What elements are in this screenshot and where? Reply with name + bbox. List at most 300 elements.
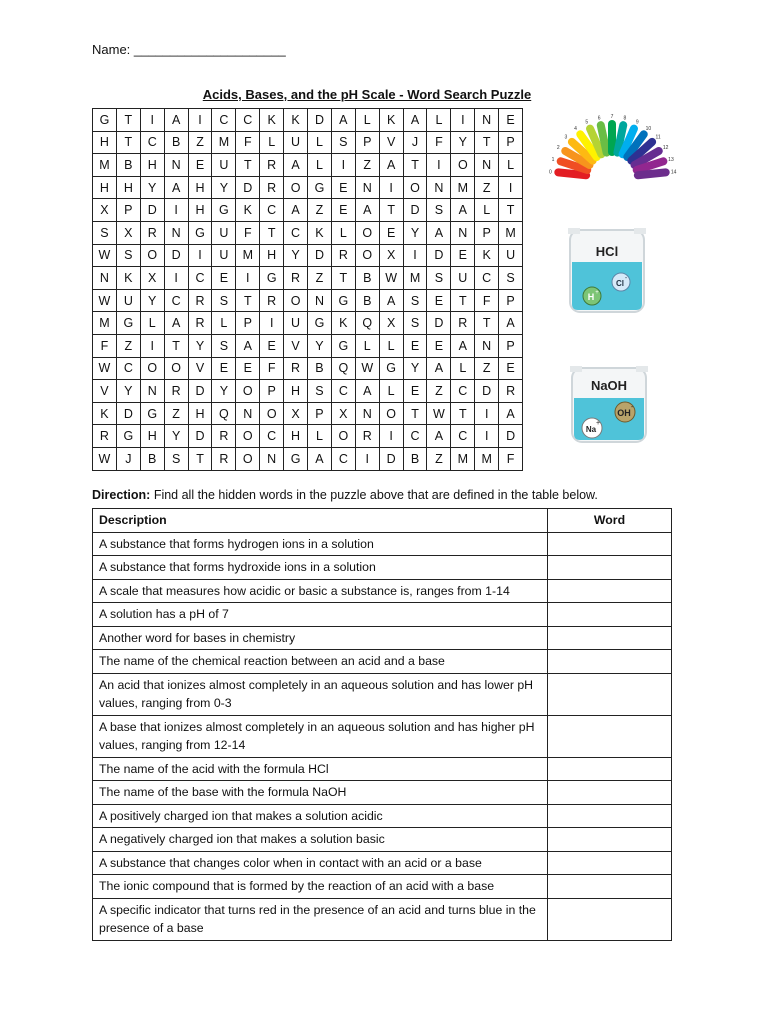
grid-cell[interactable]: Q <box>355 312 379 335</box>
grid-cell[interactable]: D <box>403 199 427 222</box>
grid-cell[interactable]: E <box>379 221 403 244</box>
grid-cell[interactable]: E <box>451 244 475 267</box>
grid-cell[interactable]: O <box>379 402 403 425</box>
grid-cell[interactable]: A <box>379 289 403 312</box>
grid-cell[interactable]: T <box>236 289 260 312</box>
grid-cell[interactable]: I <box>355 447 379 470</box>
grid-cell[interactable]: R <box>164 380 188 403</box>
grid-cell[interactable]: O <box>164 357 188 380</box>
grid-cell[interactable]: L <box>355 334 379 357</box>
grid-cell[interactable]: L <box>499 154 523 177</box>
grid-cell[interactable]: M <box>403 267 427 290</box>
word-answer-cell[interactable] <box>548 875 672 899</box>
grid-cell[interactable]: N <box>164 154 188 177</box>
grid-cell[interactable]: C <box>236 109 260 132</box>
grid-cell[interactable]: X <box>140 267 164 290</box>
grid-cell[interactable]: E <box>260 334 284 357</box>
grid-cell[interactable]: A <box>499 312 523 335</box>
grid-cell[interactable]: L <box>475 199 499 222</box>
word-answer-cell[interactable] <box>548 650 672 674</box>
grid-cell[interactable]: O <box>284 289 308 312</box>
grid-cell[interactable]: R <box>212 425 236 448</box>
grid-cell[interactable]: O <box>403 176 427 199</box>
grid-cell[interactable]: M <box>475 447 499 470</box>
grid-cell[interactable]: I <box>427 154 451 177</box>
word-answer-cell[interactable] <box>548 804 672 828</box>
grid-cell[interactable]: A <box>284 199 308 222</box>
grid-cell[interactable]: Y <box>403 221 427 244</box>
grid-cell[interactable]: H <box>284 425 308 448</box>
grid-cell[interactable]: H <box>188 402 212 425</box>
grid-cell[interactable]: R <box>284 267 308 290</box>
grid-cell[interactable]: E <box>188 154 212 177</box>
grid-cell[interactable]: N <box>140 380 164 403</box>
grid-cell[interactable]: M <box>212 131 236 154</box>
grid-cell[interactable]: X <box>379 244 403 267</box>
grid-cell[interactable]: E <box>236 357 260 380</box>
grid-cell[interactable]: A <box>355 199 379 222</box>
grid-cell[interactable]: R <box>260 289 284 312</box>
grid-cell[interactable]: A <box>164 109 188 132</box>
grid-cell[interactable]: L <box>355 109 379 132</box>
grid-cell[interactable]: Y <box>140 289 164 312</box>
grid-cell[interactable]: N <box>308 289 332 312</box>
grid-cell[interactable]: F <box>499 447 523 470</box>
grid-cell[interactable]: A <box>427 357 451 380</box>
grid-cell[interactable]: P <box>475 221 499 244</box>
grid-cell[interactable]: B <box>308 357 332 380</box>
grid-cell[interactable]: X <box>284 402 308 425</box>
grid-cell[interactable]: L <box>379 334 403 357</box>
grid-cell[interactable]: S <box>164 447 188 470</box>
grid-cell[interactable]: O <box>331 425 355 448</box>
grid-cell[interactable]: B <box>403 447 427 470</box>
grid-cell[interactable]: H <box>116 176 140 199</box>
grid-cell[interactable]: D <box>427 312 451 335</box>
grid-cell[interactable]: N <box>93 267 117 290</box>
word-answer-cell[interactable] <box>548 715 672 757</box>
grid-cell[interactable]: U <box>499 244 523 267</box>
grid-cell[interactable]: L <box>308 154 332 177</box>
grid-cell[interactable]: S <box>116 244 140 267</box>
grid-cell[interactable]: C <box>284 221 308 244</box>
grid-cell[interactable]: U <box>212 221 236 244</box>
grid-cell[interactable]: H <box>93 176 117 199</box>
grid-cell[interactable]: Y <box>188 334 212 357</box>
grid-cell[interactable]: S <box>427 199 451 222</box>
word-answer-cell[interactable] <box>548 556 672 580</box>
grid-cell[interactable]: R <box>188 289 212 312</box>
grid-cell[interactable]: F <box>236 131 260 154</box>
grid-cell[interactable]: P <box>116 199 140 222</box>
grid-cell[interactable]: O <box>451 154 475 177</box>
grid-cell[interactable]: I <box>260 312 284 335</box>
grid-cell[interactable]: M <box>451 447 475 470</box>
grid-cell[interactable]: Y <box>212 176 236 199</box>
grid-cell[interactable]: Z <box>164 402 188 425</box>
grid-cell[interactable]: R <box>188 312 212 335</box>
grid-cell[interactable]: N <box>451 221 475 244</box>
grid-cell[interactable]: Z <box>355 154 379 177</box>
grid-cell[interactable]: A <box>164 176 188 199</box>
grid-cell[interactable]: L <box>331 221 355 244</box>
grid-cell[interactable]: P <box>308 402 332 425</box>
grid-cell[interactable]: Q <box>212 402 236 425</box>
grid-cell[interactable]: E <box>403 380 427 403</box>
grid-cell[interactable]: D <box>427 244 451 267</box>
grid-cell[interactable]: W <box>93 447 117 470</box>
word-answer-cell[interactable] <box>548 757 672 781</box>
grid-cell[interactable]: A <box>451 199 475 222</box>
grid-cell[interactable]: Z <box>427 380 451 403</box>
grid-cell[interactable]: H <box>284 380 308 403</box>
grid-cell[interactable]: U <box>212 154 236 177</box>
grid-cell[interactable]: O <box>236 425 260 448</box>
grid-cell[interactable]: G <box>93 109 117 132</box>
grid-cell[interactable]: D <box>236 176 260 199</box>
grid-cell[interactable]: Y <box>308 334 332 357</box>
grid-cell[interactable]: C <box>140 131 164 154</box>
grid-cell[interactable]: R <box>355 425 379 448</box>
grid-cell[interactable]: W <box>379 267 403 290</box>
grid-cell[interactable]: K <box>260 109 284 132</box>
grid-cell[interactable]: N <box>355 402 379 425</box>
grid-cell[interactable]: U <box>212 244 236 267</box>
grid-cell[interactable]: T <box>379 199 403 222</box>
grid-cell[interactable]: Z <box>475 176 499 199</box>
grid-cell[interactable]: V <box>379 131 403 154</box>
grid-cell[interactable]: W <box>355 357 379 380</box>
grid-cell[interactable]: D <box>475 380 499 403</box>
grid-cell[interactable]: S <box>403 289 427 312</box>
grid-cell[interactable]: C <box>451 380 475 403</box>
grid-cell[interactable]: Z <box>427 447 451 470</box>
grid-cell[interactable]: P <box>236 312 260 335</box>
grid-cell[interactable]: I <box>140 109 164 132</box>
grid-cell[interactable]: B <box>140 447 164 470</box>
grid-cell[interactable]: I <box>140 334 164 357</box>
word-answer-cell[interactable] <box>548 603 672 627</box>
grid-cell[interactable]: K <box>308 221 332 244</box>
grid-cell[interactable]: O <box>140 244 164 267</box>
word-answer-cell[interactable] <box>548 673 672 715</box>
grid-cell[interactable]: C <box>188 267 212 290</box>
grid-cell[interactable]: W <box>93 244 117 267</box>
grid-cell[interactable]: H <box>260 244 284 267</box>
grid-cell[interactable]: G <box>260 267 284 290</box>
grid-cell[interactable]: Y <box>140 176 164 199</box>
grid-cell[interactable]: A <box>451 334 475 357</box>
grid-cell[interactable]: D <box>188 380 212 403</box>
grid-cell[interactable]: D <box>499 425 523 448</box>
grid-cell[interactable]: A <box>427 221 451 244</box>
grid-cell[interactable]: E <box>499 357 523 380</box>
grid-cell[interactable]: E <box>212 267 236 290</box>
grid-cell[interactable]: I <box>379 425 403 448</box>
grid-cell[interactable]: C <box>116 357 140 380</box>
word-answer-cell[interactable] <box>548 828 672 852</box>
grid-cell[interactable]: G <box>308 312 332 335</box>
grid-cell[interactable]: N <box>236 402 260 425</box>
grid-cell[interactable]: L <box>427 109 451 132</box>
grid-cell[interactable]: T <box>116 131 140 154</box>
grid-cell[interactable]: E <box>427 334 451 357</box>
grid-cell[interactable]: K <box>379 109 403 132</box>
grid-cell[interactable]: E <box>403 334 427 357</box>
grid-cell[interactable]: G <box>308 176 332 199</box>
grid-cell[interactable]: N <box>475 109 499 132</box>
grid-cell[interactable]: Y <box>212 380 236 403</box>
grid-cell[interactable]: A <box>284 154 308 177</box>
grid-cell[interactable]: D <box>164 244 188 267</box>
grid-cell[interactable]: H <box>93 131 117 154</box>
grid-cell[interactable]: P <box>355 131 379 154</box>
grid-cell[interactable]: T <box>451 402 475 425</box>
grid-cell[interactable]: N <box>475 334 499 357</box>
grid-cell[interactable]: E <box>331 199 355 222</box>
grid-cell[interactable]: W <box>427 402 451 425</box>
grid-cell[interactable]: O <box>140 357 164 380</box>
grid-cell[interactable]: B <box>355 289 379 312</box>
grid-cell[interactable]: C <box>451 425 475 448</box>
grid-cell[interactable]: D <box>188 425 212 448</box>
grid-cell[interactable]: M <box>93 312 117 335</box>
grid-cell[interactable]: L <box>212 312 236 335</box>
grid-cell[interactable]: T <box>475 131 499 154</box>
grid-cell[interactable]: X <box>93 199 117 222</box>
grid-cell[interactable]: N <box>475 154 499 177</box>
grid-cell[interactable]: J <box>116 447 140 470</box>
grid-cell[interactable]: F <box>475 289 499 312</box>
grid-cell[interactable]: A <box>236 334 260 357</box>
grid-cell[interactable]: I <box>379 176 403 199</box>
grid-cell[interactable]: O <box>260 402 284 425</box>
grid-cell[interactable]: Z <box>308 267 332 290</box>
grid-cell[interactable]: K <box>475 244 499 267</box>
grid-cell[interactable]: G <box>284 447 308 470</box>
grid-cell[interactable]: L <box>379 380 403 403</box>
word-answer-cell[interactable] <box>548 851 672 875</box>
grid-cell[interactable]: I <box>188 244 212 267</box>
grid-cell[interactable]: Q <box>331 357 355 380</box>
grid-cell[interactable]: D <box>308 244 332 267</box>
grid-cell[interactable]: L <box>451 357 475 380</box>
grid-cell[interactable]: T <box>116 109 140 132</box>
grid-cell[interactable]: H <box>188 199 212 222</box>
grid-cell[interactable]: K <box>93 402 117 425</box>
grid-cell[interactable]: S <box>93 221 117 244</box>
grid-cell[interactable]: S <box>212 334 236 357</box>
grid-cell[interactable]: Z <box>308 199 332 222</box>
grid-cell[interactable]: E <box>331 176 355 199</box>
grid-cell[interactable]: I <box>164 267 188 290</box>
grid-cell[interactable]: L <box>140 312 164 335</box>
grid-cell[interactable]: T <box>260 221 284 244</box>
grid-cell[interactable]: U <box>451 267 475 290</box>
grid-cell[interactable]: O <box>236 380 260 403</box>
grid-cell[interactable]: I <box>451 109 475 132</box>
grid-cell[interactable]: S <box>212 289 236 312</box>
grid-cell[interactable]: S <box>427 267 451 290</box>
grid-cell[interactable]: V <box>93 380 117 403</box>
grid-cell[interactable]: G <box>140 402 164 425</box>
grid-cell[interactable]: A <box>355 380 379 403</box>
grid-cell[interactable]: T <box>451 289 475 312</box>
grid-cell[interactable]: E <box>212 357 236 380</box>
grid-cell[interactable]: F <box>236 221 260 244</box>
grid-cell[interactable]: R <box>140 221 164 244</box>
grid-cell[interactable]: R <box>499 380 523 403</box>
grid-cell[interactable]: A <box>379 154 403 177</box>
grid-cell[interactable]: Y <box>116 380 140 403</box>
grid-cell[interactable]: B <box>164 131 188 154</box>
grid-cell[interactable]: K <box>284 109 308 132</box>
grid-cell[interactable]: V <box>188 357 212 380</box>
grid-cell[interactable]: Y <box>284 244 308 267</box>
grid-cell[interactable]: M <box>93 154 117 177</box>
grid-cell[interactable]: L <box>260 131 284 154</box>
grid-cell[interactable]: B <box>355 267 379 290</box>
grid-cell[interactable]: C <box>212 109 236 132</box>
grid-cell[interactable]: D <box>140 199 164 222</box>
grid-cell[interactable]: C <box>475 267 499 290</box>
grid-cell[interactable]: R <box>260 154 284 177</box>
grid-cell[interactable]: S <box>308 380 332 403</box>
grid-cell[interactable]: R <box>212 447 236 470</box>
grid-cell[interactable]: F <box>260 357 284 380</box>
grid-cell[interactable]: A <box>499 402 523 425</box>
grid-cell[interactable]: Z <box>188 131 212 154</box>
grid-cell[interactable]: G <box>331 289 355 312</box>
grid-cell[interactable]: D <box>308 109 332 132</box>
grid-cell[interactable]: Z <box>116 334 140 357</box>
grid-cell[interactable]: G <box>116 425 140 448</box>
grid-cell[interactable]: R <box>260 176 284 199</box>
grid-cell[interactable]: R <box>284 357 308 380</box>
grid-cell[interactable]: V <box>284 334 308 357</box>
grid-cell[interactable]: J <box>403 131 427 154</box>
grid-cell[interactable]: C <box>403 425 427 448</box>
grid-cell[interactable]: I <box>164 199 188 222</box>
grid-cell[interactable]: E <box>499 109 523 132</box>
grid-cell[interactable]: A <box>403 109 427 132</box>
grid-cell[interactable]: Y <box>403 357 427 380</box>
grid-cell[interactable]: U <box>284 131 308 154</box>
grid-cell[interactable]: G <box>116 312 140 335</box>
grid-cell[interactable]: K <box>331 312 355 335</box>
grid-cell[interactable]: K <box>236 199 260 222</box>
word-answer-cell[interactable] <box>548 781 672 805</box>
grid-cell[interactable]: D <box>379 447 403 470</box>
grid-cell[interactable]: B <box>116 154 140 177</box>
grid-cell[interactable]: C <box>260 425 284 448</box>
grid-cell[interactable]: A <box>331 109 355 132</box>
grid-cell[interactable]: R <box>331 244 355 267</box>
grid-cell[interactable]: M <box>451 176 475 199</box>
grid-cell[interactable]: C <box>164 289 188 312</box>
grid-cell[interactable]: N <box>164 221 188 244</box>
grid-cell[interactable]: T <box>499 199 523 222</box>
grid-cell[interactable]: I <box>499 176 523 199</box>
grid-cell[interactable]: I <box>331 154 355 177</box>
grid-cell[interactable]: K <box>116 267 140 290</box>
grid-cell[interactable]: P <box>499 131 523 154</box>
grid-cell[interactable]: O <box>236 447 260 470</box>
grid-cell[interactable]: F <box>427 131 451 154</box>
grid-cell[interactable]: H <box>188 176 212 199</box>
word-answer-cell[interactable] <box>548 898 672 940</box>
grid-cell[interactable]: T <box>403 402 427 425</box>
grid-cell[interactable]: G <box>379 357 403 380</box>
grid-cell[interactable]: X <box>331 402 355 425</box>
grid-cell[interactable]: C <box>260 199 284 222</box>
grid-cell[interactable]: T <box>188 447 212 470</box>
grid-cell[interactable]: G <box>331 334 355 357</box>
grid-cell[interactable]: D <box>116 402 140 425</box>
grid-cell[interactable]: A <box>427 425 451 448</box>
grid-cell[interactable]: W <box>93 357 117 380</box>
grid-cell[interactable]: C <box>331 380 355 403</box>
grid-cell[interactable]: Y <box>451 131 475 154</box>
grid-cell[interactable]: O <box>355 244 379 267</box>
grid-cell[interactable]: R <box>93 425 117 448</box>
grid-cell[interactable]: F <box>93 334 117 357</box>
grid-cell[interactable]: U <box>116 289 140 312</box>
grid-cell[interactable]: I <box>475 402 499 425</box>
grid-cell[interactable]: A <box>308 447 332 470</box>
grid-cell[interactable]: P <box>499 334 523 357</box>
grid-cell[interactable]: S <box>331 131 355 154</box>
grid-cell[interactable]: U <box>284 312 308 335</box>
grid-cell[interactable]: M <box>499 221 523 244</box>
grid-cell[interactable]: I <box>188 109 212 132</box>
grid-cell[interactable]: G <box>212 199 236 222</box>
grid-cell[interactable]: T <box>403 154 427 177</box>
grid-cell[interactable]: G <box>188 221 212 244</box>
grid-cell[interactable]: S <box>403 312 427 335</box>
grid-cell[interactable]: I <box>403 244 427 267</box>
grid-cell[interactable]: X <box>379 312 403 335</box>
grid-cell[interactable]: A <box>164 312 188 335</box>
grid-cell[interactable]: H <box>140 425 164 448</box>
grid-cell[interactable]: I <box>475 425 499 448</box>
grid-cell[interactable]: I <box>236 267 260 290</box>
grid-cell[interactable]: O <box>355 221 379 244</box>
grid-cell[interactable]: R <box>451 312 475 335</box>
grid-cell[interactable]: O <box>284 176 308 199</box>
grid-cell[interactable]: P <box>260 380 284 403</box>
grid-cell[interactable]: Y <box>164 425 188 448</box>
grid-cell[interactable]: T <box>475 312 499 335</box>
grid-cell[interactable]: L <box>308 425 332 448</box>
grid-cell[interactable]: Z <box>475 357 499 380</box>
grid-cell[interactable]: T <box>331 267 355 290</box>
grid-cell[interactable]: N <box>355 176 379 199</box>
grid-cell[interactable]: N <box>427 176 451 199</box>
grid-cell[interactable]: C <box>331 447 355 470</box>
grid-cell[interactable]: H <box>140 154 164 177</box>
word-answer-cell[interactable] <box>548 532 672 556</box>
grid-cell[interactable]: E <box>427 289 451 312</box>
grid-cell[interactable]: M <box>236 244 260 267</box>
word-answer-cell[interactable] <box>548 579 672 603</box>
grid-cell[interactable]: L <box>308 131 332 154</box>
grid-cell[interactable]: N <box>260 447 284 470</box>
grid-cell[interactable]: W <box>93 289 117 312</box>
grid-cell[interactable]: P <box>499 289 523 312</box>
word-answer-cell[interactable] <box>548 626 672 650</box>
grid-cell[interactable]: T <box>164 334 188 357</box>
